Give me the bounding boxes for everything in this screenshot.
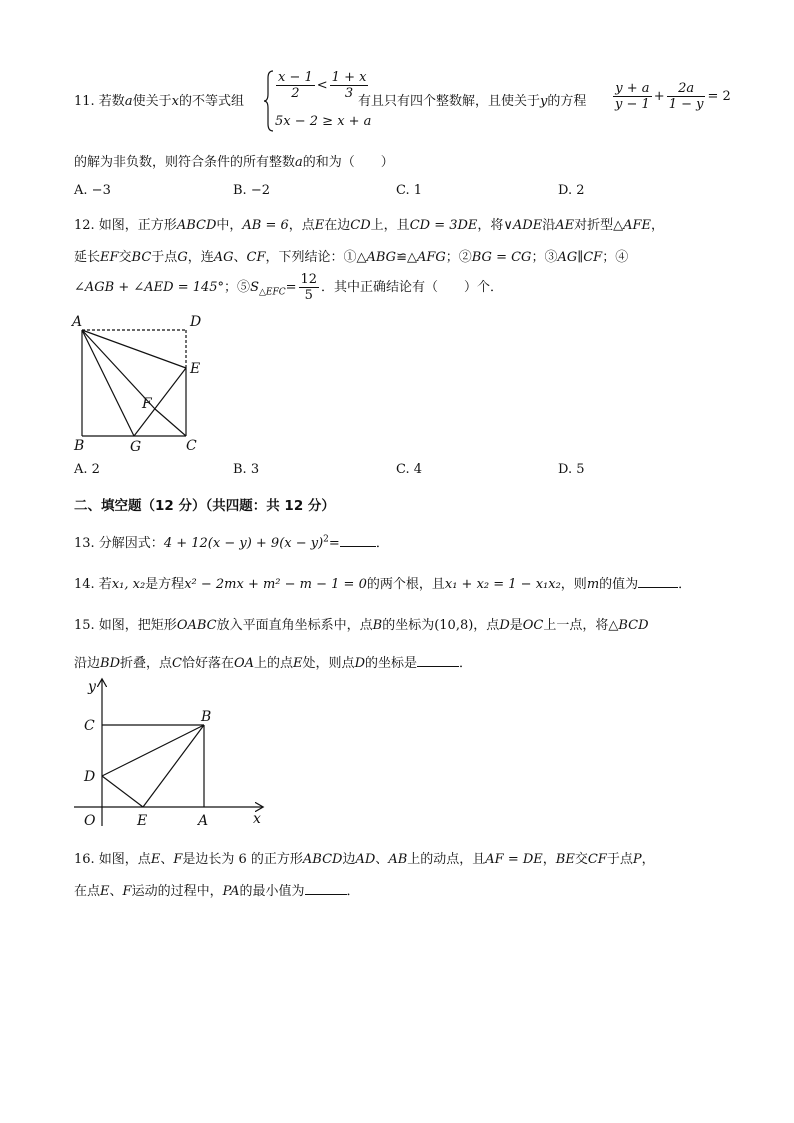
q12-text: 上，且: [370, 218, 410, 233]
q16-line2: [74, 880, 360, 899]
q14-math: m: [586, 577, 600, 592]
q14-answer-blank[interactable]: [638, 575, 678, 588]
q16-text: 运动的过程中，: [131, 884, 223, 899]
q11-eq-plus: +: [653, 89, 665, 104]
q11-var-a2: a: [295, 155, 303, 170]
q12-math: BG = CG: [471, 250, 532, 265]
q14-line: [74, 573, 691, 592]
q12-option-d[interactable]: [558, 462, 585, 477]
q15-text: 上的点: [254, 656, 294, 671]
q15-math: D: [499, 618, 510, 633]
q11-text: 的不等式组: [178, 94, 244, 109]
q12-math: ABCD: [176, 218, 217, 233]
q16-text: ，: [641, 852, 655, 867]
q15-text: 处，则点: [302, 656, 355, 671]
q11-text: 有且只有四个整数解，且使关于: [358, 94, 541, 109]
q15-text: ．: [459, 656, 473, 671]
q11-ineq1: [274, 70, 370, 101]
q12-text: ，: [651, 218, 665, 233]
q16-math: E: [100, 884, 110, 899]
q15-figure: [70, 672, 270, 830]
q16-math: P: [632, 852, 642, 867]
option-value: 2: [576, 183, 585, 198]
q16-math: F: [173, 852, 183, 867]
q12-equals: =: [285, 280, 297, 295]
q12-label-b: B: [74, 438, 85, 454]
q12-text: ，将∨: [477, 218, 513, 233]
q14-text: 是方程: [145, 577, 185, 592]
q15-text: 沿边: [74, 656, 101, 671]
q12-text: 中，: [216, 218, 243, 233]
q16-math: AB: [388, 852, 408, 867]
q15-math: BD: [100, 656, 120, 671]
q13-answer-blank[interactable]: [340, 534, 376, 547]
q11-option-d[interactable]: [558, 183, 585, 198]
q14-text: 的值为: [599, 577, 639, 592]
q13-text: ．: [375, 536, 389, 551]
q11-eq-frac1: [613, 81, 652, 112]
q16-text: 上的动点，且: [407, 852, 486, 867]
option-value: 2: [91, 462, 100, 477]
q16-text: 的最小值为: [239, 884, 305, 899]
option-label: A.: [74, 183, 88, 198]
q12-label-c: C: [186, 438, 197, 454]
q15-text: 是: [509, 618, 523, 633]
q12-line1: [74, 214, 664, 233]
q16-text: 边: [342, 852, 356, 867]
q16-math: AD: [355, 852, 376, 867]
q16-text: 16. 如图，点: [74, 852, 151, 867]
option-value: −3: [91, 183, 111, 198]
q12-math: AG∥CF: [557, 250, 603, 265]
q15-math: (10,8): [434, 618, 474, 633]
q15-label-x: x: [253, 811, 261, 827]
q12-line3: [74, 272, 503, 303]
option-value: 3: [250, 462, 260, 477]
q13-math: 4 + 12(x − y) + 9(x − y): [163, 536, 324, 551]
q16-text: 于点: [606, 852, 633, 867]
q13-exponent: 2: [323, 534, 329, 545]
q11-eq-rhs: = 2: [707, 89, 731, 104]
q13-line: [74, 532, 389, 551]
q15-math: E: [293, 656, 303, 671]
q12-text: 12. 如图，正方形: [74, 218, 177, 233]
section-heading: 二、填空题（12 分）（共四题：共 12 分）: [74, 498, 335, 514]
q15-text: 上一点，将△: [543, 618, 619, 633]
q13-text: 13. 分解因式：: [74, 536, 164, 551]
option-label: C.: [396, 462, 410, 477]
q15-line-eb: [143, 725, 204, 807]
q14-math: x₁, x₂: [111, 577, 146, 592]
q11-text: 使关于: [132, 94, 172, 109]
q15-text: 的坐标是: [365, 656, 418, 671]
q11-ineq1-left-num: x − 1: [278, 70, 313, 85]
option-label: D.: [558, 462, 573, 477]
q11-text: 的和为（ ）: [302, 155, 394, 170]
q15-answer-blank[interactable]: [417, 654, 459, 667]
q15-text: 15. 如图，把矩形: [74, 618, 177, 633]
q12-text: 于点: [151, 250, 178, 265]
q15-label-b: B: [201, 709, 212, 725]
q12-math: AB = 6: [242, 218, 289, 233]
q11-eq-frac1-num: y + a: [613, 81, 652, 97]
q14-text: ，则: [560, 577, 587, 592]
q11-ineq1-left-den: 2: [291, 86, 300, 101]
q15-math: OABC: [176, 618, 217, 633]
q12-frac-den: 5: [304, 288, 313, 303]
q15-text: 的坐标为: [382, 618, 435, 633]
q12-math: EF: [100, 250, 119, 265]
q12-label-g: G: [130, 439, 142, 454]
q12-text: ≌△: [396, 250, 417, 265]
q12-label-a: A: [72, 314, 83, 330]
q15-text: 折叠，点: [120, 656, 173, 671]
q11-equation: [611, 81, 731, 112]
q15-math: OA: [233, 656, 255, 671]
q12-label-f: F: [142, 396, 152, 412]
q16-text: 交: [574, 852, 588, 867]
q11-option-c[interactable]: [396, 183, 422, 198]
q12-line2: [74, 246, 628, 265]
q15-label-d: D: [84, 769, 96, 785]
q15-math: B: [372, 618, 383, 633]
q12-math: E: [314, 218, 325, 233]
q16-line1: [74, 848, 655, 867]
q12-text: 延长: [74, 250, 101, 265]
q12-text: ；⑤: [224, 280, 251, 295]
q12-math: ADE: [512, 218, 543, 233]
q12-area-symbol: S: [250, 280, 259, 295]
q11-var-y: y: [540, 94, 548, 109]
q15-label-e: E: [137, 813, 148, 829]
q12-figure: [68, 312, 218, 454]
q11-text: 的方程: [547, 94, 587, 109]
q16-text: ，: [542, 852, 556, 867]
q11-line1: [74, 90, 244, 109]
q15-math: BCD: [618, 618, 649, 633]
q12-label-d: D: [190, 314, 202, 330]
q16-text: 在点: [74, 884, 101, 899]
q16-math: BE: [555, 852, 575, 867]
q12-option-b[interactable]: [233, 462, 259, 477]
q11-ineq2: 5x − 2 ≥ x + a: [275, 114, 372, 129]
q12-math: BC: [131, 250, 152, 265]
q11-option-b[interactable]: [233, 183, 270, 198]
option-value: 5: [576, 462, 585, 477]
q15-label-a: A: [198, 813, 209, 829]
q11-text: 的解为非负数，则符合条件的所有整数: [74, 155, 296, 170]
q14-text: 14. 若: [74, 577, 112, 592]
q12-frac-num: 12: [300, 272, 318, 287]
q16-text: 是边长为 6 的正方形: [182, 852, 303, 867]
q12-line-fc: [155, 409, 186, 436]
q12-math: AFG: [416, 250, 446, 265]
q11-eq-frac2-num: 2a: [667, 81, 706, 97]
q11-option-a[interactable]: [74, 183, 111, 198]
option-label: D.: [558, 183, 573, 198]
option-label: B.: [233, 183, 247, 198]
q12-label-e: E: [190, 361, 201, 377]
q12-math: ∠AGB + ∠AED = 145°: [74, 280, 225, 295]
q12-text: 、: [233, 250, 247, 265]
q11-system-brace: [264, 70, 274, 132]
q12-math: AFE: [623, 218, 652, 233]
q11-line2: [74, 151, 394, 170]
q14-text: 的两个根，且: [366, 577, 445, 592]
option-value: −2: [250, 183, 270, 198]
q11-ineq1-right-num: 1 + x: [331, 70, 367, 85]
q12-math: ABG: [366, 250, 397, 265]
q11-ineq1-op: <: [316, 78, 328, 93]
q15-text: 放入平面直角坐标系中，点: [216, 618, 373, 633]
q11-var-a: a: [124, 94, 133, 109]
q12-text: ；④: [602, 250, 629, 265]
q12-text: 对折型△: [574, 218, 624, 233]
q16-math: ABCD: [302, 852, 343, 867]
q12-math: AG: [213, 250, 234, 265]
q11-eq-frac1-den: y − 1: [615, 97, 650, 112]
q16-math: PA: [222, 884, 240, 899]
q11-ineq1-right-den: 3: [344, 86, 354, 101]
q15-math: D: [354, 656, 365, 671]
q16-math: AF = DE: [485, 852, 543, 867]
q12-text: ．其中正确结论有（ ）个．: [321, 280, 504, 295]
q16-text: 、: [109, 884, 123, 899]
q15-text: 恰好落在: [181, 656, 234, 671]
q12-text: ，下列结论：①△: [265, 250, 367, 265]
q15-line-db: [102, 725, 204, 776]
q15-label-o: O: [84, 813, 96, 829]
q12-area-subscript: △EFC: [258, 287, 286, 298]
q12-text: ，连: [187, 250, 214, 265]
q15-text: ，点: [473, 618, 500, 633]
q16-text: 、: [375, 852, 389, 867]
q15-line-de: [102, 776, 143, 807]
q12-option-a[interactable]: [74, 462, 100, 477]
q16-answer-blank[interactable]: [305, 882, 347, 895]
q15-label-c: C: [84, 718, 95, 734]
q12-area-fraction: [299, 272, 320, 303]
q12-math: G: [177, 250, 188, 265]
q16-text: 、: [160, 852, 174, 867]
option-value: 1: [413, 183, 423, 198]
q12-text: ；②: [445, 250, 472, 265]
q12-math: AE: [555, 218, 575, 233]
q14-math: x₁ + x₂ = 1 − x₁x₂: [444, 577, 561, 592]
q11-ineq1-left: [276, 70, 315, 101]
q11-eq-frac2: [667, 81, 706, 112]
q12-math: CD: [350, 218, 371, 233]
q12-text: 交: [118, 250, 132, 265]
q15-math: OC: [522, 618, 544, 633]
q12-math: CF: [246, 250, 266, 265]
q16-math: CF: [587, 852, 607, 867]
q12-text: ，点: [288, 218, 315, 233]
q11-eq-frac2-den: 1 − y: [668, 97, 704, 112]
q15-math: C: [172, 656, 182, 671]
q14-text: ．: [678, 577, 692, 592]
q16-text: ．: [346, 884, 360, 899]
q15-label-y: y: [88, 679, 96, 695]
option-label: A.: [74, 462, 88, 477]
q11-line1-cont: [358, 90, 586, 109]
q14-math: x² − 2mx + m² − m − 1 = 0: [184, 577, 367, 592]
q11-intro: 11. 若数: [74, 94, 125, 109]
option-label: C.: [396, 183, 410, 198]
q12-math: CD = 3DE: [409, 218, 478, 233]
q16-math: E: [150, 852, 161, 867]
option-value: 4: [413, 462, 423, 477]
q12-text: 在边: [324, 218, 351, 233]
q12-option-c[interactable]: [396, 462, 422, 477]
q16-math: F: [122, 884, 132, 899]
q11-var-x: x: [171, 94, 179, 109]
q15-line1: [74, 614, 649, 633]
q13-equals: =: [328, 536, 340, 551]
q12-text: 沿: [542, 218, 556, 233]
q15-line2: [74, 652, 472, 671]
option-label: B.: [233, 462, 247, 477]
q12-text: ；③: [531, 250, 558, 265]
